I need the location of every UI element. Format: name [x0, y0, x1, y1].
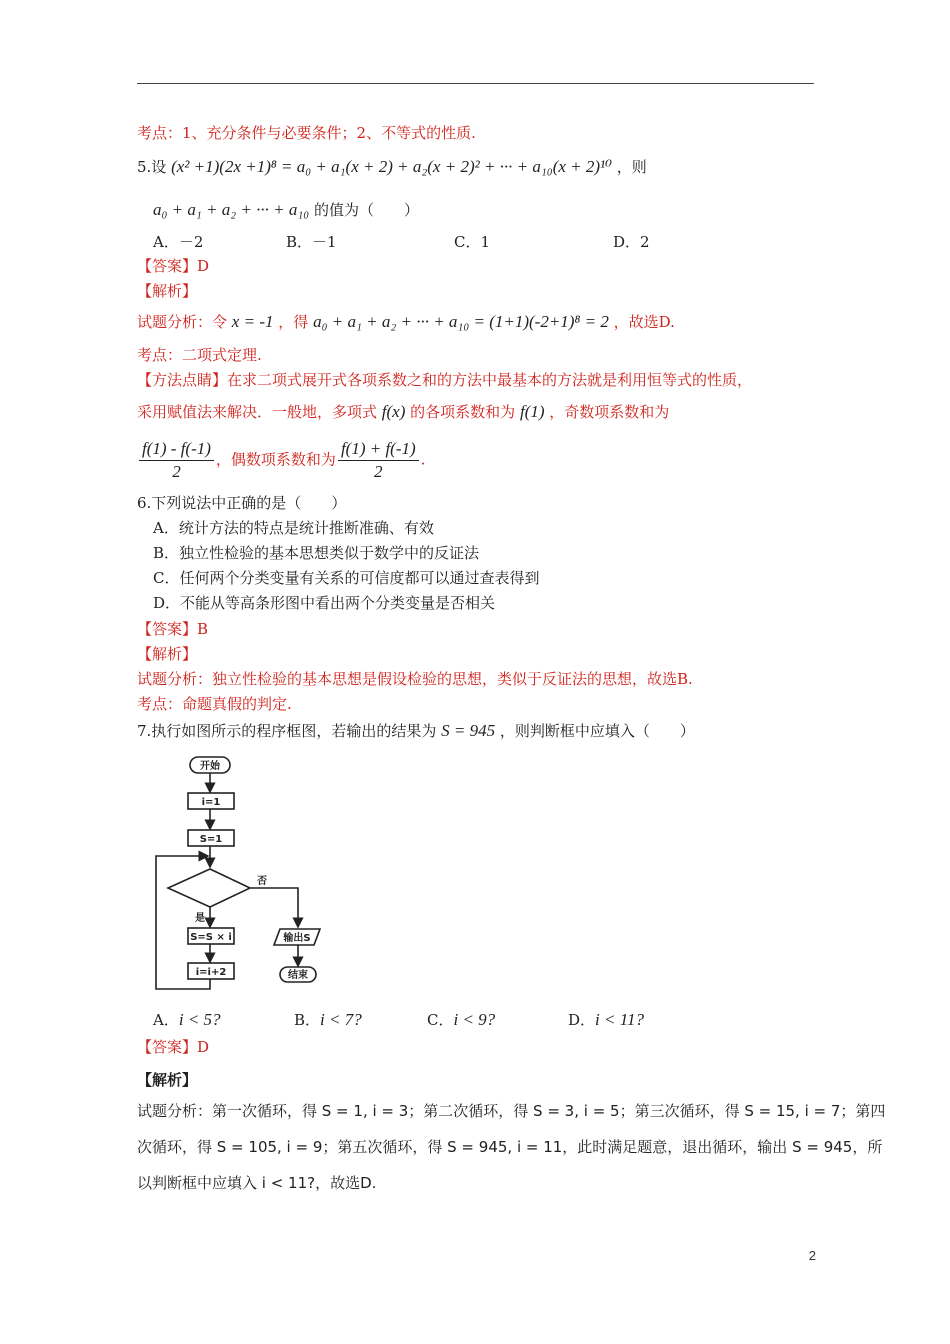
q6-option-b: B．独立性检验的基本思想类似于数学中的反证法	[153, 544, 480, 562]
q6-kaodian: 考点：命题真假的判定.	[137, 695, 292, 713]
q7-option-d-letter: D．	[568, 1011, 596, 1029]
q7-option-b	[294, 1009, 362, 1030]
q6-analysis: 试题分析：独立性检验的基本思想是假设检验的思想，类似于反证法的思想，故选B.	[137, 670, 693, 688]
flow-update-i-label: i=i+2	[195, 967, 227, 978]
q5-answer-value: D	[197, 257, 210, 275]
q7-analysis-line2: 次循环，得 S = 105, i = 9；第五次循环，得 S = 945, i = 11，此时满足题意，退出循环，输出 S = 945，所	[137, 1138, 883, 1156]
q7-option-a-expr: i < 5?	[178, 1010, 221, 1029]
q7-answer-label: 【答案】	[137, 1038, 198, 1056]
q5-option-a: A．－2	[153, 233, 204, 251]
q5-even-numerator: f(1) + f(-1)	[338, 438, 419, 461]
q5-method-f1: f(1)	[519, 402, 545, 421]
q6-stem: 6.下列说法中正确的是（ ）	[137, 494, 347, 512]
flow-init-i-label: i=1	[201, 797, 221, 808]
q5-answer-label: 【答案】	[137, 257, 198, 275]
q7-option-c-expr: i < 9?	[453, 1010, 496, 1029]
flow-output-label: 输出S	[283, 933, 311, 944]
q5-method-text2b: 的各项系数和为	[410, 403, 516, 421]
q5-stem2	[153, 200, 419, 220]
q5-stem-prefix: 5.设	[137, 158, 167, 176]
q7-option-a-letter: A．	[153, 1011, 179, 1029]
q7-option-c	[427, 1009, 495, 1030]
q7-option-b-letter: B．	[294, 1011, 321, 1029]
q5-answer	[137, 256, 209, 276]
flow-decision-shape	[168, 869, 250, 907]
q7-analysis-line3: 以判断框中应填入 i < 11?，故选D.	[137, 1174, 377, 1192]
q7-stem-suffix: ，则判断框中应填入（ ）	[499, 722, 695, 740]
q5-even-denominator: 2	[374, 462, 383, 481]
q7-analysis-label: 【解析】	[137, 1071, 198, 1089]
q5-method-text1: 在求二项式展开式各项系数之和的方法中最基本的方法就是利用恒等式的性质，	[227, 371, 753, 389]
q6-option-c: C．任何两个分类变量有关系的可信度都可以通过查表得到	[153, 569, 540, 587]
q5-analysis	[137, 312, 675, 332]
q6-answer-value: B	[197, 620, 209, 638]
q5-method-text2a: 采用赋值法来解决．一般地，多项式	[137, 403, 378, 421]
q5-stem-formula: (x² +1)(2x +1)⁸ = a₀ + a₁(x + 2) + a₂(x + 2)² + ··· + a₁₀(x + 2)¹⁰	[171, 157, 612, 176]
q7-answer-value: D	[197, 1038, 210, 1056]
q7-answer	[137, 1037, 209, 1057]
q5-analysis-suffix: ，故选D.	[613, 313, 675, 331]
flow-yes-label: 是	[195, 913, 205, 924]
q5-method-line3	[137, 438, 425, 483]
page-number: 2	[808, 1248, 816, 1263]
q5-odd-numerator: f(1) - f(-1)	[139, 438, 214, 461]
q7-stem	[137, 721, 695, 741]
q5-method-label: 【方法点睛】	[137, 371, 228, 389]
q5-odd-denominator: 2	[172, 462, 181, 481]
flow-update-s-label: S=S × i	[190, 932, 232, 943]
q7-option-d-expr: i < 11?	[595, 1010, 644, 1029]
q5-odd-fraction	[139, 438, 214, 483]
q6-answer	[137, 619, 208, 639]
q5-method-line2	[137, 402, 669, 422]
q6-option-d: D．不能从等高条形图中看出两个分类变量是否相关	[153, 594, 496, 612]
q5-analysis-label: 【解析】	[137, 282, 198, 300]
q5-stem2-suffix: 的值为（ ）	[313, 201, 419, 219]
flow-no-label: 否	[257, 876, 267, 887]
q7-flowchart	[148, 752, 338, 997]
q5-analysis-formula2: a₀ + a₁ + a₂ + ··· + a₁₀ = (1+1)(-2+1)⁸ = 2	[313, 312, 609, 331]
q7-stem-formula: S = 945	[441, 721, 496, 740]
q5-option-d: D．2	[613, 233, 650, 251]
q5-method-fx: f(x)	[381, 402, 406, 421]
q5-stem-suffix: ，则	[616, 158, 647, 176]
q6-analysis-label: 【解析】	[137, 645, 198, 663]
q6-option-a: A．统计方法的特点是统计推断准确、有效	[153, 519, 434, 537]
q5-option-b: B．－1	[286, 233, 337, 251]
q5-stem2-formula: a₀ + a₁ + a₂ + ··· + a₁₀	[153, 200, 310, 219]
q6-answer-label: 【答案】	[137, 620, 198, 638]
q5-analysis-formula1: x = -1	[231, 312, 274, 331]
q5-kaodian: 考点：二项式定理.	[137, 346, 262, 364]
q7-option-a	[153, 1009, 221, 1030]
q7-stem-prefix: 7.执行如图所示的程序框图，若输出的结果为	[137, 722, 437, 740]
q5-analysis-mid: ，得	[278, 313, 309, 331]
q5-even-fraction	[338, 438, 419, 483]
flow-start-label: 开始	[200, 761, 220, 772]
q5-stem	[137, 157, 647, 177]
q5-option-c: C．1	[454, 233, 491, 251]
header-rule	[137, 83, 814, 84]
q7-option-b-expr: i < 7?	[320, 1010, 362, 1029]
q5-method-text2c: ，奇数项系数和为	[549, 403, 670, 421]
flow-init-s-label: S=1	[199, 834, 223, 845]
q5-analysis-prefix: 试题分析：令	[137, 313, 228, 331]
q7-option-c-letter: C．	[427, 1011, 454, 1029]
q5-method-text3: ，偶数项系数和为	[215, 450, 336, 469]
q7-option-d	[568, 1009, 644, 1030]
q7-analysis-line1: 试题分析：第一次循环，得 S = 1, i = 3；第二次循环，得 S = 3, i = 5；第三次循环，得 S = 15, i = 7；第四	[137, 1102, 886, 1120]
q5-method-line1	[137, 370, 752, 390]
q5-method-end: .	[420, 450, 426, 469]
flow-end-label: 结束	[288, 970, 308, 981]
q4-kaodian: 考点：1、充分条件与必要条件；2、不等式的性质.	[137, 124, 476, 142]
